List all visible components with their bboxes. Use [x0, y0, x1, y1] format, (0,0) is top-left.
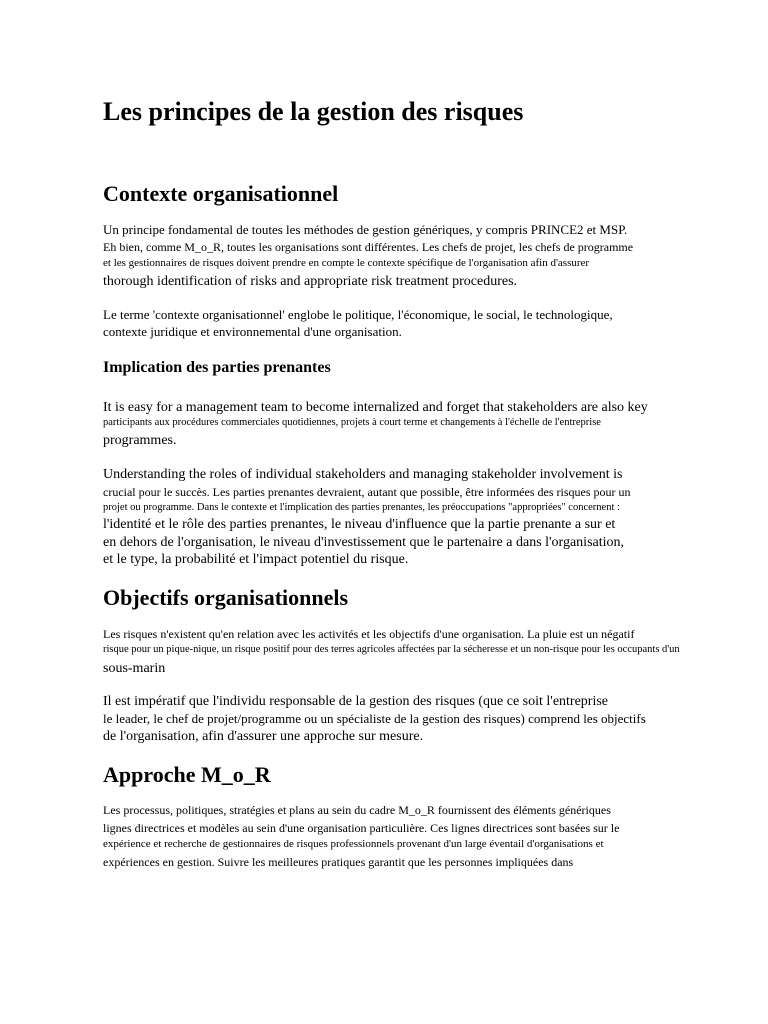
- paragraph-line: Eh bien, comme M_o_R, toutes les organisations sont différentes. Les chefs de projet, les chefs de programme: [103, 240, 634, 254]
- paragraph-line: contexte juridique et environnemental d'une organisation.: [103, 324, 402, 339]
- section-heading-contexte: Contexte organisationnel: [103, 181, 339, 206]
- paragraph-line: Understanding the roles of individual stakeholders and managing stakeholder involvement is: [103, 467, 623, 482]
- paragraph-line: risque pour un pique-nique, un risque positif pour des terres agricoles affectées par la sécheresse et un non-risque pour les occupants d'un: [103, 644, 680, 655]
- paragraph-line: l'identité et le rôle des parties prenantes, le niveau d'influence que la partie prenante a sur et: [103, 517, 616, 532]
- page-title: Les principes de la gestion des risques: [103, 97, 524, 126]
- paragraph-line: Les processus, politiques, stratégies et plans au sein du cadre M_o_R fournissent des éléments génériques: [103, 803, 611, 817]
- paragraph-line: sous-marin: [103, 661, 166, 676]
- paragraph-line: Un principe fondamental de toutes les méthodes de gestion génériques, y compris PRINCE2 et MSP.: [103, 222, 628, 237]
- section-heading-approche: Approche M_o_R: [103, 762, 271, 787]
- paragraph-line: crucial pour le succès. Les parties prenantes devraient, autant que possible, être informées des risques pour un: [103, 485, 631, 499]
- paragraph-line: le leader, le chef de projet/programme ou un spécialiste de la gestion des risques) comprend les objectifs: [103, 711, 646, 726]
- paragraph-line: expériences en gestion. Suivre les meilleures pratiques garantit que les personnes impliquées dans: [103, 855, 574, 869]
- subsection-heading-implication: Implication des parties prenantes: [103, 359, 331, 376]
- paragraph-line: en dehors de l'organisation, le niveau d'investissement que le partenaire a dans l'organisation,: [103, 535, 625, 550]
- paragraph-line: de l'organisation, afin d'assurer une approche sur mesure.: [103, 729, 424, 744]
- paragraph-line: et le type, la probabilité et l'impact potentiel du risque.: [103, 552, 409, 567]
- section-heading-objectifs: Objectifs organisationnels: [103, 585, 349, 610]
- paragraph-line: lignes directrices et modèles au sein d'une organisation particulière. Ces lignes directrices sont basées sur le: [103, 821, 620, 835]
- paragraph-line: Le terme 'contexte organisationnel' englobe le politique, l'économique, le social, le technologique,: [103, 307, 613, 322]
- paragraph-line: expérience et recherche de gestionnaires de risques professionnels provenant d'un large éventail d'organisations et: [103, 838, 604, 850]
- paragraph-line: participants aux procédures commerciales quotidiennes, projets à court terme et changements à l'échelle de l'entreprise: [103, 417, 601, 428]
- paragraph-line: It is easy for a management team to become internalized and forget that stakeholders are also key: [103, 400, 648, 415]
- paragraph-line: Les risques n'existent qu'en relation avec les activités et les objectifs d'une organisation. La pluie est un négatif: [103, 627, 635, 641]
- paragraph-line: programmes.: [103, 433, 177, 448]
- paragraph-line: projet ou programme. Dans le contexte et l'implication des parties prenantes, les préoccupations "appropriées" concernent :: [103, 502, 620, 513]
- paragraph-line: Il est impératif que l'individu responsable de la gestion des risques (que ce soit l'entreprise: [103, 694, 609, 709]
- paragraph-line: thorough identification of risks and appropriate risk treatment procedures.: [103, 274, 518, 289]
- paragraph-line: et les gestionnaires de risques doivent prendre en compte le contexte spécifique de l'organisation afin d'assurer: [103, 257, 590, 269]
